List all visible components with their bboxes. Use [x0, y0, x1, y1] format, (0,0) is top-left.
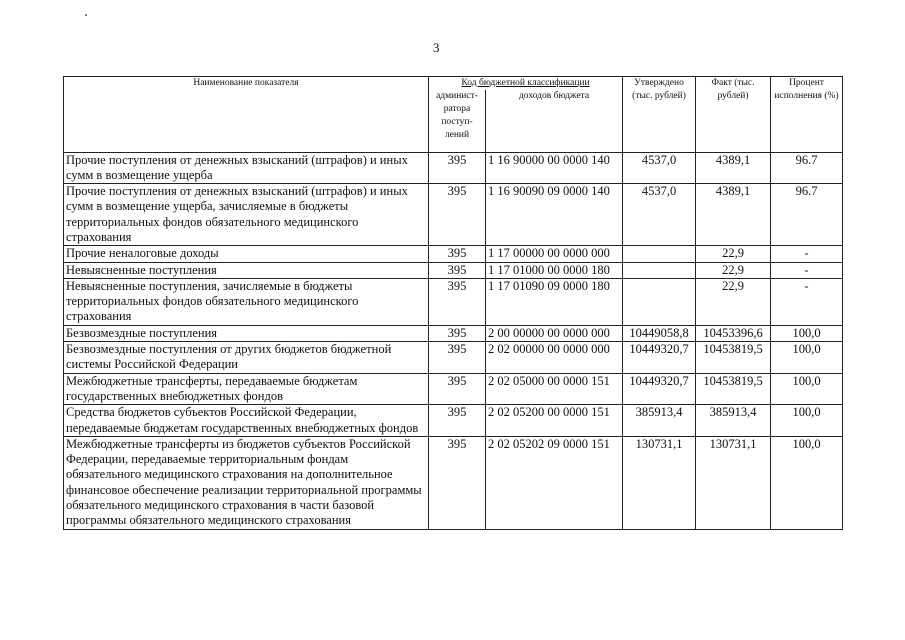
row-income-code: 2 02 00000 00 0000 000: [486, 342, 623, 374]
header-approved: Утверждено (тыс. рублей): [623, 77, 696, 153]
row-income-code: 1 16 90000 00 0000 140: [486, 152, 623, 184]
row-percent: -: [771, 262, 843, 278]
row-income-code: 1 17 00000 00 0000 000: [486, 246, 623, 262]
header-name: Наименование показателя: [64, 77, 429, 153]
table-row: [64, 278, 843, 325]
row-admin-code: 395: [429, 184, 486, 246]
row-approved: 10449058,8: [623, 325, 696, 341]
row-admin-code: 395: [429, 405, 486, 437]
row-income-code: 1 17 01090 09 0000 180: [486, 278, 623, 325]
row-name: Невыясненные поступления, зачисляемые в бюджеты территориальных фондов обязательного медицинского страхования: [64, 278, 429, 325]
row-fact: 130731,1: [696, 436, 771, 529]
table-header-row: [64, 77, 843, 91]
row-name: Безвозмездные поступления: [64, 325, 429, 341]
row-fact: 10453819,5: [696, 342, 771, 374]
header-fact: Факт (тыс. рублей): [696, 77, 771, 153]
row-approved: 385913,4: [623, 405, 696, 437]
row-name: Прочие неналоговые доходы: [64, 246, 429, 262]
header-income: доходов бюджета: [486, 90, 623, 152]
table-row: [64, 405, 843, 437]
row-percent: -: [771, 246, 843, 262]
row-name: Межбюджетные трансферты из бюджетов субъектов Российской Федерации, передаваемые территориальным фондам обязательного медицинского страхования на дополнительное финансовое обеспечение реализации территориальной программы обязательного медицинского страхования в части базовой программы обязательного медицинского страхования: [64, 436, 429, 529]
row-name: Прочие поступления от денежных взысканий (штрафов) и иных сумм в возмещение ущерба: [64, 152, 429, 184]
table-row: [64, 342, 843, 374]
table-row: [64, 373, 843, 405]
row-fact: 4389,1: [696, 152, 771, 184]
row-name: Безвозмездные поступления от других бюджетов бюджетной системы Российской Федерации: [64, 342, 429, 374]
row-fact: 4389,1: [696, 184, 771, 246]
row-fact: 385913,4: [696, 405, 771, 437]
row-name: Средства бюджетов субъектов Российской Федерации, передаваемые бюджетам государственных внебюджетных фондов: [64, 405, 429, 437]
row-percent: -: [771, 278, 843, 325]
row-fact: 10453819,5: [696, 373, 771, 405]
row-approved: 10449320,7: [623, 373, 696, 405]
page-number: 3: [433, 40, 440, 55]
header-admin: админист-ратора поступ-лений: [429, 90, 486, 152]
row-approved: 4537,0: [623, 152, 696, 184]
row-income-code: 2 02 05200 00 0000 151: [486, 405, 623, 437]
row-name: Межбюджетные трансферты, передаваемые бюджетам государственных внебюджетных фондов: [64, 373, 429, 405]
row-approved: [623, 278, 696, 325]
row-admin-code: 395: [429, 278, 486, 325]
row-percent: 96.7: [771, 152, 843, 184]
row-admin-code: 395: [429, 436, 486, 529]
table-row: [64, 262, 843, 278]
table-row: [64, 246, 843, 262]
row-approved: [623, 262, 696, 278]
row-fact: 22,9: [696, 246, 771, 262]
row-income-code: 1 17 01000 00 0000 180: [486, 262, 623, 278]
row-approved: 4537,0: [623, 184, 696, 246]
row-percent: 100,0: [771, 342, 843, 374]
row-admin-code: 395: [429, 246, 486, 262]
table-row: [64, 152, 843, 184]
row-name: Невыясненные поступления: [64, 262, 429, 278]
table-row: [64, 436, 843, 529]
row-income-code: 1 16 90090 09 0000 140: [486, 184, 623, 246]
table-row: [64, 184, 843, 246]
table-row: [64, 325, 843, 341]
header-percent: Процент исполнения (%): [771, 77, 843, 153]
row-percent: 96.7: [771, 184, 843, 246]
row-fact: 10453396,6: [696, 325, 771, 341]
row-percent: 100,0: [771, 436, 843, 529]
row-income-code: 2 02 05202 09 0000 151: [486, 436, 623, 529]
row-income-code: 2 02 05000 00 0000 151: [486, 373, 623, 405]
row-approved: [623, 246, 696, 262]
table-body: [64, 152, 843, 529]
row-percent: 100,0: [771, 405, 843, 437]
budget-table: [63, 76, 843, 530]
row-admin-code: 395: [429, 325, 486, 341]
row-name: Прочие поступления от денежных взысканий (штрафов) и иных сумм в возмещение ущерба, зачисляемые в бюджеты территориальных фондов обязательного медицинского страхования: [64, 184, 429, 246]
header-code-group: [429, 77, 623, 91]
scan-dot: [85, 14, 87, 16]
row-admin-code: 395: [429, 342, 486, 374]
row-approved: 10449320,7: [623, 342, 696, 374]
row-fact: 22,9: [696, 278, 771, 325]
row-admin-code: 395: [429, 262, 486, 278]
row-percent: 100,0: [771, 325, 843, 341]
header-code-group-label: Код бюджетной классификации: [461, 78, 590, 88]
row-fact: 22,9: [696, 262, 771, 278]
row-approved: 130731,1: [623, 436, 696, 529]
row-percent: 100,0: [771, 373, 843, 405]
row-admin-code: 395: [429, 373, 486, 405]
row-admin-code: 395: [429, 152, 486, 184]
row-income-code: 2 00 00000 00 0000 000: [486, 325, 623, 341]
